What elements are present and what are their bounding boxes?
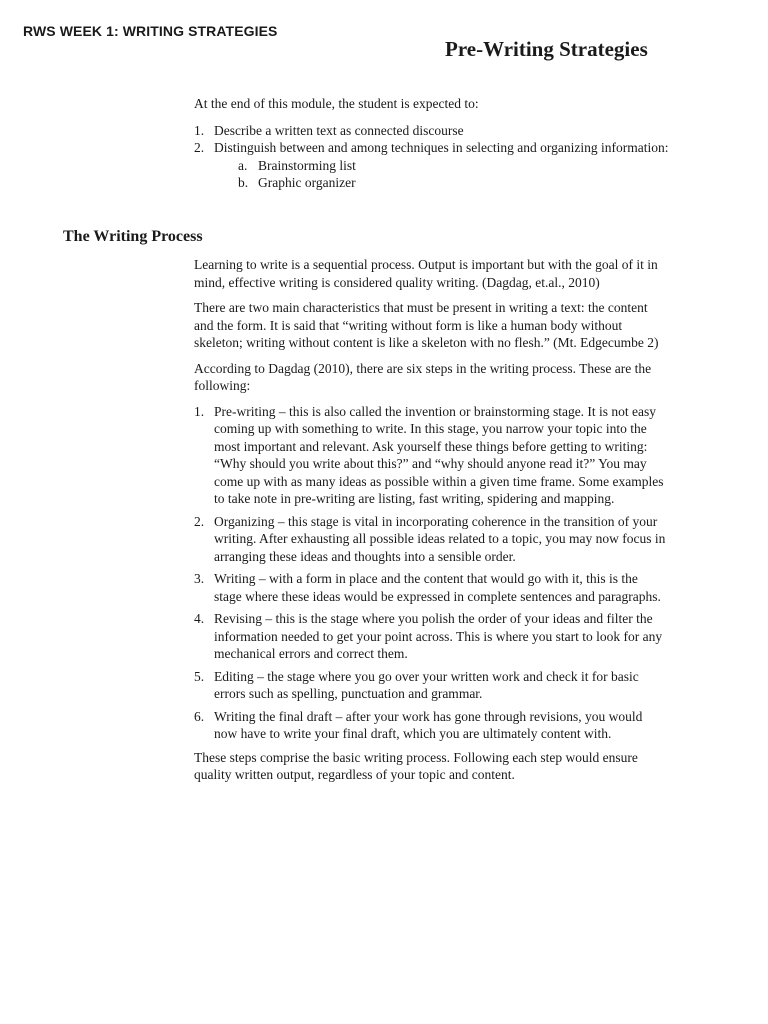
section-body bbox=[194, 256, 668, 792]
subitem-text: Brainstorming list bbox=[258, 157, 356, 173]
page-title: Pre-Writing Strategies bbox=[445, 37, 648, 61]
step-text: Pre-writing – this is also called the invention or brainstorming stage. It is not easy coming up with something to write. In this stage, you narrow your topic into the most important and relevant. Ask yourself these things before getting to writing: “Why should you write about this?” and “why should anyone read it?” You may come up with as many ideas as possible within a given time frame. Some examples to take note in pre-writing are listing, fast writing, spidering and mapping. bbox=[214, 403, 664, 506]
objective-sublist bbox=[194, 157, 674, 192]
objective-number: 2. bbox=[194, 140, 205, 155]
objective-subitem bbox=[238, 174, 674, 192]
objective-item bbox=[194, 139, 674, 157]
objective-item bbox=[194, 122, 674, 140]
subitem-letter: a. bbox=[238, 157, 248, 173]
step-text: Organizing – this stage is vital in incorporating coherence in the transition of your writing. After exhausting all possible ideas related to a topic, you may now focus in arranging these ideas and thoughts into a sensible order. bbox=[214, 513, 666, 564]
step-item bbox=[194, 610, 668, 663]
steps-list bbox=[194, 403, 668, 743]
objective-subitem bbox=[238, 157, 674, 175]
subitem-letter: b. bbox=[238, 175, 249, 190]
objectives-block bbox=[194, 95, 674, 192]
step-text: Writing the final draft – after your work has gone through revisions, you would now have to write your final draft, which you are ultimately content with. bbox=[214, 708, 643, 741]
objectives-list bbox=[194, 122, 674, 157]
step-item bbox=[194, 668, 668, 703]
step-item bbox=[194, 708, 668, 743]
step-item bbox=[194, 513, 668, 566]
section-heading: The Writing Process bbox=[63, 228, 203, 245]
subitem-text: Graphic organizer bbox=[258, 175, 356, 190]
step-number: 6. bbox=[194, 708, 205, 724]
closing-paragraph: These steps comprise the basic writing process. Following each step would ensure quality written output, regardless of your topic and content. bbox=[194, 749, 638, 782]
paragraph: There are two main characteristics that must be present in writing a text: the content and the form. It is said that “writing without form is like a human body without skeleton; writing without content is like a skeleton with no flesh.” (Mt. Edgecumbe 2) bbox=[194, 300, 659, 350]
objectives-intro: At the end of this module, the student is expected to: bbox=[194, 96, 479, 111]
step-text: Editing – the stage where you go over your written work and check it for basic errors such as spelling, punctuation and grammar. bbox=[214, 668, 639, 701]
document-header-label: RWS WEEK 1: WRITING STRATEGIES bbox=[23, 23, 278, 39]
step-text: Revising – this is the stage where you polish the order of your ideas and filter the information needed to get your point across. This is where you start to look for any mechanical errors and correct them. bbox=[214, 611, 663, 661]
step-item bbox=[194, 403, 668, 508]
step-item bbox=[194, 570, 668, 605]
objective-number: 1. bbox=[194, 122, 205, 138]
step-number: 3. bbox=[194, 571, 205, 586]
step-text: Writing – with a form in place and the content that would go with it, this is the stage where these ideas would be expressed in complete sentences and paragraphs. bbox=[214, 571, 661, 604]
paragraph: Learning to write is a sequential process. Output is important but with the goal of it in mind, effective writing is considered quality writing. (Dagdag, et.al., 2010) bbox=[194, 257, 658, 290]
step-number: 5. bbox=[194, 668, 205, 684]
objective-text: Distinguish between and among techniques in selecting and organizing information: bbox=[214, 140, 669, 155]
step-number: 2. bbox=[194, 513, 205, 529]
objective-text: Describe a written text as connected discourse bbox=[214, 122, 464, 138]
step-number: 4. bbox=[194, 611, 205, 626]
step-number: 1. bbox=[194, 403, 205, 419]
paragraph: According to Dagdag (2010), there are six steps in the writing process. These are the following: bbox=[194, 360, 652, 393]
